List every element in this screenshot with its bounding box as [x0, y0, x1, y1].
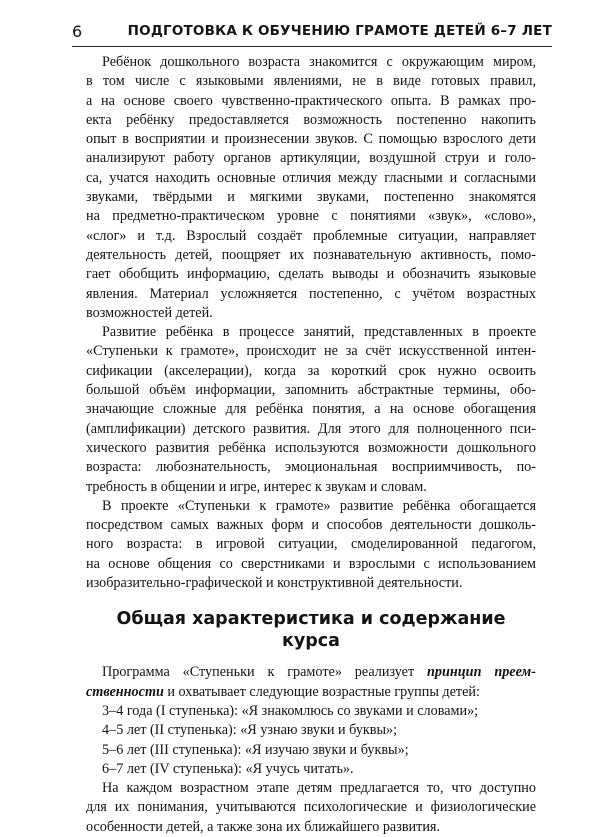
- closing-paragraph: [86, 779, 536, 837]
- text-line: особенности детей, а также зона их ближайшего развития.: [86, 818, 440, 835]
- text-line: на предметно-практическом уровне с понятиями «звук», «слово»,: [86, 208, 536, 225]
- section-title: Общая характеристика и содержание курса: [116, 609, 506, 652]
- intro-line: [86, 663, 536, 682]
- text-line: значающие сложные для ребёнка понятия, а на основе обогащения: [86, 401, 536, 418]
- intro-text: и охватывает следующие возрастные группы детей:: [163, 683, 480, 700]
- page-header: [72, 20, 552, 46]
- running-title: ПОДГОТОВКА К ОБУЧЕНИЮ ГРАМОТЕ ДЕТЕЙ 6–7 ЛЕТ: [127, 23, 552, 39]
- text-line: на основе общения со сверстниками и взрослыми с использованием: [86, 555, 536, 572]
- paragraph: [86, 497, 536, 593]
- age-group-list: [86, 702, 536, 779]
- emphasis-text: ственности: [86, 683, 164, 700]
- text-line: изобразительно-графической и конструктивной деятельности.: [86, 575, 463, 592]
- paragraph: [86, 323, 536, 497]
- text-line: сификации (акселерации), когда за короткий срок нужно освоить: [86, 362, 536, 379]
- text-line: деятельность детей, поощряет их познавательную активность, помо-: [86, 246, 536, 263]
- text-line: явления. Материал усложняется постепенно, с учётом возрастных: [86, 285, 536, 302]
- intro-line: [86, 683, 536, 702]
- text-line: «Ступеньки к грамоте», происходит не за счёт искусственной интен-: [86, 343, 536, 360]
- age-group-item: 3–4 года (I ступенька): «Я знакомлюсь со звуками и словами»;: [102, 702, 479, 719]
- text-line: требность в общении и игре, интерес к звукам и словам.: [86, 478, 427, 495]
- text-line: На каждом возрастном этапе детям предлагается то, что доступно: [102, 780, 536, 797]
- paragraph: [86, 53, 536, 323]
- text-line: посредством самых важных форм и способов деятельности дошколь-: [86, 517, 536, 534]
- text-line: гает обобщить информацию, сделать выводы и обозначить языковые: [86, 266, 536, 283]
- text-line: са, учатся находить основные отличия между гласными и согласными: [86, 169, 536, 186]
- text-line: возраста: любознательность, эмоциональная восприимчивость, по-: [86, 459, 536, 476]
- section-intro: [86, 663, 536, 702]
- text-line: а на основе своего чувственно-практического опыта. В рамках про-: [86, 92, 536, 109]
- age-group-item: 4–5 лет (II ступенька): «Я узнаю звуки и буквы»;: [102, 722, 398, 739]
- text-line: опыт в восприятии и произнесении звуков. С помощью взрослого дети: [86, 131, 536, 148]
- intro-text: Программа «Ступеньки к грамоте» реализует: [102, 664, 428, 681]
- text-line: для их понимания, учитываются психологические и физиологические: [86, 799, 536, 816]
- text-line: Развитие ребёнка в процессе занятий, представленных в проекте: [102, 324, 536, 341]
- text-line: анализируют работу органов артикуляции, воздушной струи и голо-: [86, 150, 536, 167]
- text-line: екта ребёнку предоставляется возможность постепенно накопить: [86, 111, 536, 128]
- text-line: Ребёнок дошкольного возраста знакомится с окружающим миром,: [102, 54, 536, 70]
- emphasis-text: принцип преем-: [427, 664, 536, 681]
- page-body: [86, 53, 536, 837]
- text-line: в том числе с языковыми явлениями, не в виде готовых правил,: [86, 73, 536, 90]
- text-line: большой объём информации, запомнить абстрактные термины, обо-: [86, 382, 536, 399]
- text-line: ного возраста: в игровой ситуации, смоделированной педагогом,: [86, 536, 536, 553]
- text-line: хического развития ребёнка используются возможности дошкольного: [86, 439, 536, 456]
- age-group-item: 5–6 лет (III ступенька): «Я изучаю звуки и буквы»;: [102, 741, 409, 758]
- text-line: звуками, твёрдыми и мягкими звуками, постепенно знакомятся: [86, 189, 536, 206]
- text-line: (амплификации) детского развития. Для этого для полноценного пси-: [86, 420, 536, 437]
- text-line: «слог» и т.д. Взрослый создаёт проблемные ситуации, направляет: [86, 227, 536, 244]
- text-line: возможностей детей.: [86, 304, 213, 321]
- page-number: 6: [72, 22, 83, 41]
- age-group-item: 6–7 лет (IV ступенька): «Я учусь читать».: [102, 760, 354, 777]
- header-rule: [72, 46, 552, 47]
- text-line: В проекте «Ступеньки к грамоте» развитие ребёнка обогащается: [102, 497, 536, 514]
